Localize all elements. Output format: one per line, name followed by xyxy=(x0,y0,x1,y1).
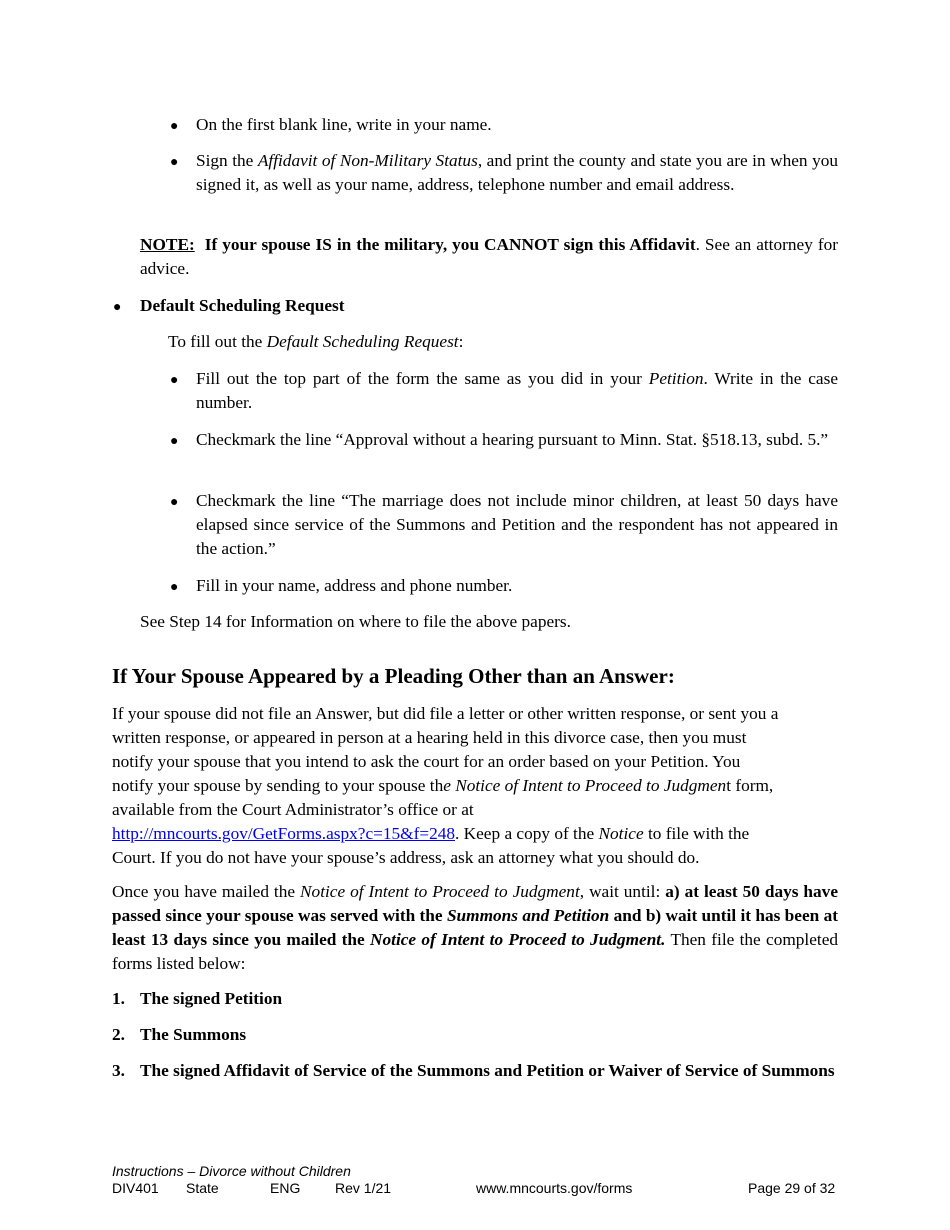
footer-title: Instructions – Divorce without Children xyxy=(112,1163,351,1179)
first-line-instruction xyxy=(196,113,838,137)
get-forms-link[interactable]: http://mncourts.gov/GetForms.aspx?c=15&f=248 xyxy=(112,824,456,843)
footer-page-number: Page 29 of 32 xyxy=(748,1180,836,1196)
bullet-dot: ● xyxy=(170,155,179,170)
bullet-dot: ● xyxy=(113,300,122,315)
footer-revision: Rev 1/21 xyxy=(335,1180,392,1196)
default-scheduling-intro: To fill out the Default Scheduling Request: xyxy=(168,332,464,351)
bullet-dot: ● xyxy=(170,119,179,134)
default-bullet-4: Fill in your name, address and phone number. xyxy=(196,576,513,595)
list-item-number: 2. xyxy=(112,1025,125,1044)
affidavit-title: Affidavit of Non-Military Status xyxy=(257,151,478,170)
default-bullet-3: Checkmark the line “The marriage does not include minor children, at least 50 days have elapsed since service of the Summons and Petition and the respondent has not appeared in the action.” xyxy=(196,491,838,558)
footer-form-id: DIV401 xyxy=(112,1180,159,1196)
default-bullet-2: Checkmark the line “Approval without a hearing pursuant to Minn. Stat. §518.13, subd. 5.” xyxy=(196,430,829,449)
pleading-paragraph: If your spouse did not file an Answer, but did file a letter or other written response, or sent you a written response, or appeared in person at a hearing held in this divorce case, then you must notify your spouse that you intend to ask the court for an order based on your Petition. You notify your spouse by sending to your spouse the Notice of Intent to Proceed to Judgment form, available from the Court Administrator’s office or at http://mncourts.gov/GetForms.aspx?c=15&f=248. Keep a copy of the Notice to file with the Court. If you do not have your spouse’s address, ask an attorney what you should do. xyxy=(112,704,779,867)
footer-website: www.mncourts.gov/forms xyxy=(476,1180,633,1196)
list-item: The signed Affidavit of Service of the Summons and Petition or Waiver of Service of Summons xyxy=(140,1061,835,1080)
default-scheduling-heading: Default Scheduling Request xyxy=(140,296,345,315)
note-label: NOTE: xyxy=(140,235,195,254)
bullet-dot: ● xyxy=(170,495,179,510)
list-item: The signed Petition xyxy=(140,989,283,1008)
footer-language: ENG xyxy=(270,1180,301,1196)
see-step-note: See Step 14 for Information on where to file the above papers. xyxy=(140,612,571,631)
military-note: NOTE: If your spouse IS in the military, you CANNOT sign this Affidavit. See an attorney for advice. xyxy=(140,235,838,278)
list-item-number: 1. xyxy=(112,989,125,1008)
default-bullet-1: Fill out the top part of the form the same as you did in your Petition. Write in the case number. xyxy=(196,369,838,412)
list-item-number: 3. xyxy=(112,1061,125,1080)
bullet-dot: ● xyxy=(170,580,179,595)
wait-until-paragraph: Once you have mailed the Notice of Intent to Proceed to Judgment, wait until: a) at least 50 days have passed since your spouse was served with the Summons and Petition and b) wait until it has been at least 13 days since you mailed the Notice of Intent to Proceed to Judgment. Then file the completed forms listed below: xyxy=(112,882,839,973)
list-item: The Summons xyxy=(140,1025,247,1044)
section-heading: If Your Spouse Appeared by a Pleading Other than an Answer: xyxy=(112,664,675,688)
bullet-dot: ● xyxy=(170,434,179,449)
sign-affidavit-instruction: Sign the Affidavit of Non-Military Status, and print the county and state you are in when you signed it, as well as your name, address, telephone number and email address. xyxy=(196,151,838,194)
footer-jurisdiction: State xyxy=(186,1180,219,1196)
bullet-dot: ● xyxy=(170,373,179,388)
first-line-text: On the first blank line, write in your name. xyxy=(196,115,492,134)
